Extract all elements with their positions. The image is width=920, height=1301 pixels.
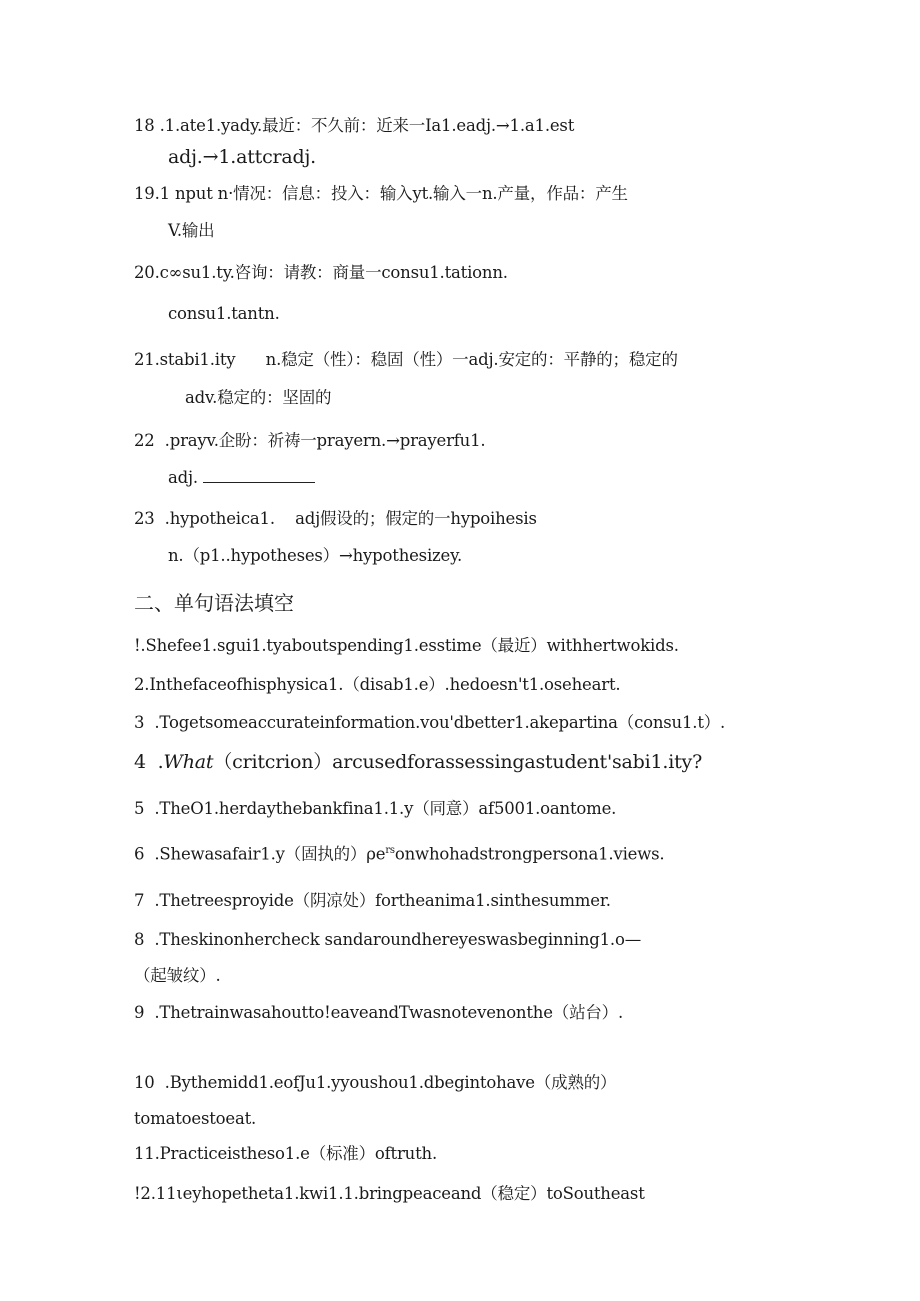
vocab-21-line2: adv.稳定的：坚固的 [185, 388, 332, 407]
exercise-2: 2.Inthefaceofhisphysica1.（disab1.e）.hedoesn't1.oseheart. [134, 675, 621, 694]
vocab-20-line1: 20.c∞su1.ty.咨询：请教：商量一consu1.tationn. [134, 263, 508, 282]
exercise-1: !.Shefee1.sgui1.tyaboutspending1.esstime（最近）withhertwokids. [134, 636, 679, 655]
vocab-19-line2: V.输出 [168, 221, 215, 240]
exercise-12: !2.11ιeyhopetheta1.kwi1.1.bringpeaceand（稳定）toSoutheast [134, 1184, 645, 1203]
exercise-4-text: （critcrion）arcusedforassessingastudent'sabi1.ity? [213, 751, 703, 773]
vocab-22-line2 [168, 468, 315, 488]
exercise-4-number: 4 . [134, 751, 164, 773]
section-title: 二、单句语法填空 [134, 591, 294, 615]
exercise-11: 11.Practiceistheso1.e（标准）oftruth. [134, 1144, 437, 1163]
vocab-22-line1: 22 .prayv.企盼：祈祷一prayern.→prayerfu1. [134, 431, 486, 450]
exercise-7: 7 .Thetreesproyide（阴凉处）fortheanima1.sinthesummer. [134, 891, 611, 910]
exercise-6-part1: 6 .Shewasafair1.y（固执的）ρe [134, 844, 386, 864]
exercise-3: 3 .Togetsomeaccurateinformation.vou'dbetter1.akepartina（consu1.t）. [134, 713, 726, 732]
vocab-23-line1: 23 .hypotheica1. adj假设的；假定的一hypoihesis [134, 509, 537, 528]
exercise-9: 9 .Thetrainwasahoutto!eaveandTwasnotevenonthe（站台）. [134, 1003, 624, 1022]
vocab-18-line2: adj.→1.attcradj. [168, 146, 317, 168]
vocab-19-line1: 19.1 nput n·情况：信息：投入：输入yt.输入一n.产量，作品：产生 [134, 184, 628, 203]
exercise-10-line1: 10 .Bythemidd1.eofJu1.yyoushou1.dbegintohave（成熟的） [134, 1073, 617, 1092]
vocab-22-adj-label: adj. [168, 468, 198, 487]
exercise-5: 5 .TheO1.herdaythebankfina1.1.y（同意）af5001.oantome. [134, 799, 617, 818]
vocab-20-line2: consu1.tantn. [168, 304, 280, 323]
fill-blank [203, 468, 315, 483]
exercise-8-line1: 8 .Theskinonhercheck sandaroundhereyeswasbeginning1.o— [134, 930, 642, 949]
exercise-6 [134, 841, 664, 865]
exercise-4-what: What [163, 751, 214, 773]
vocab-23-line2: n.（p1..hypotheses）→hypothesizey. [168, 546, 463, 565]
exercise-10-line2: tomatoestoeat. [134, 1109, 257, 1128]
exercise-8-line2: （起皱纹）. [134, 966, 221, 985]
exercise-4 [134, 752, 702, 772]
vocab-18-line1: 18 .1.ate1.yady.最近：不久前：近来一Ia1.eadj.→1.a1.est [134, 116, 575, 135]
exercise-6-part2: onwhohadstrongpersona1.views. [394, 844, 665, 864]
vocab-21-line1: 21.stabi1.ity n.稳定（性）：稳固（性）一adj.安定的：平静的；稳定的 [134, 350, 678, 369]
exercise-6-sup: rs [385, 845, 395, 856]
